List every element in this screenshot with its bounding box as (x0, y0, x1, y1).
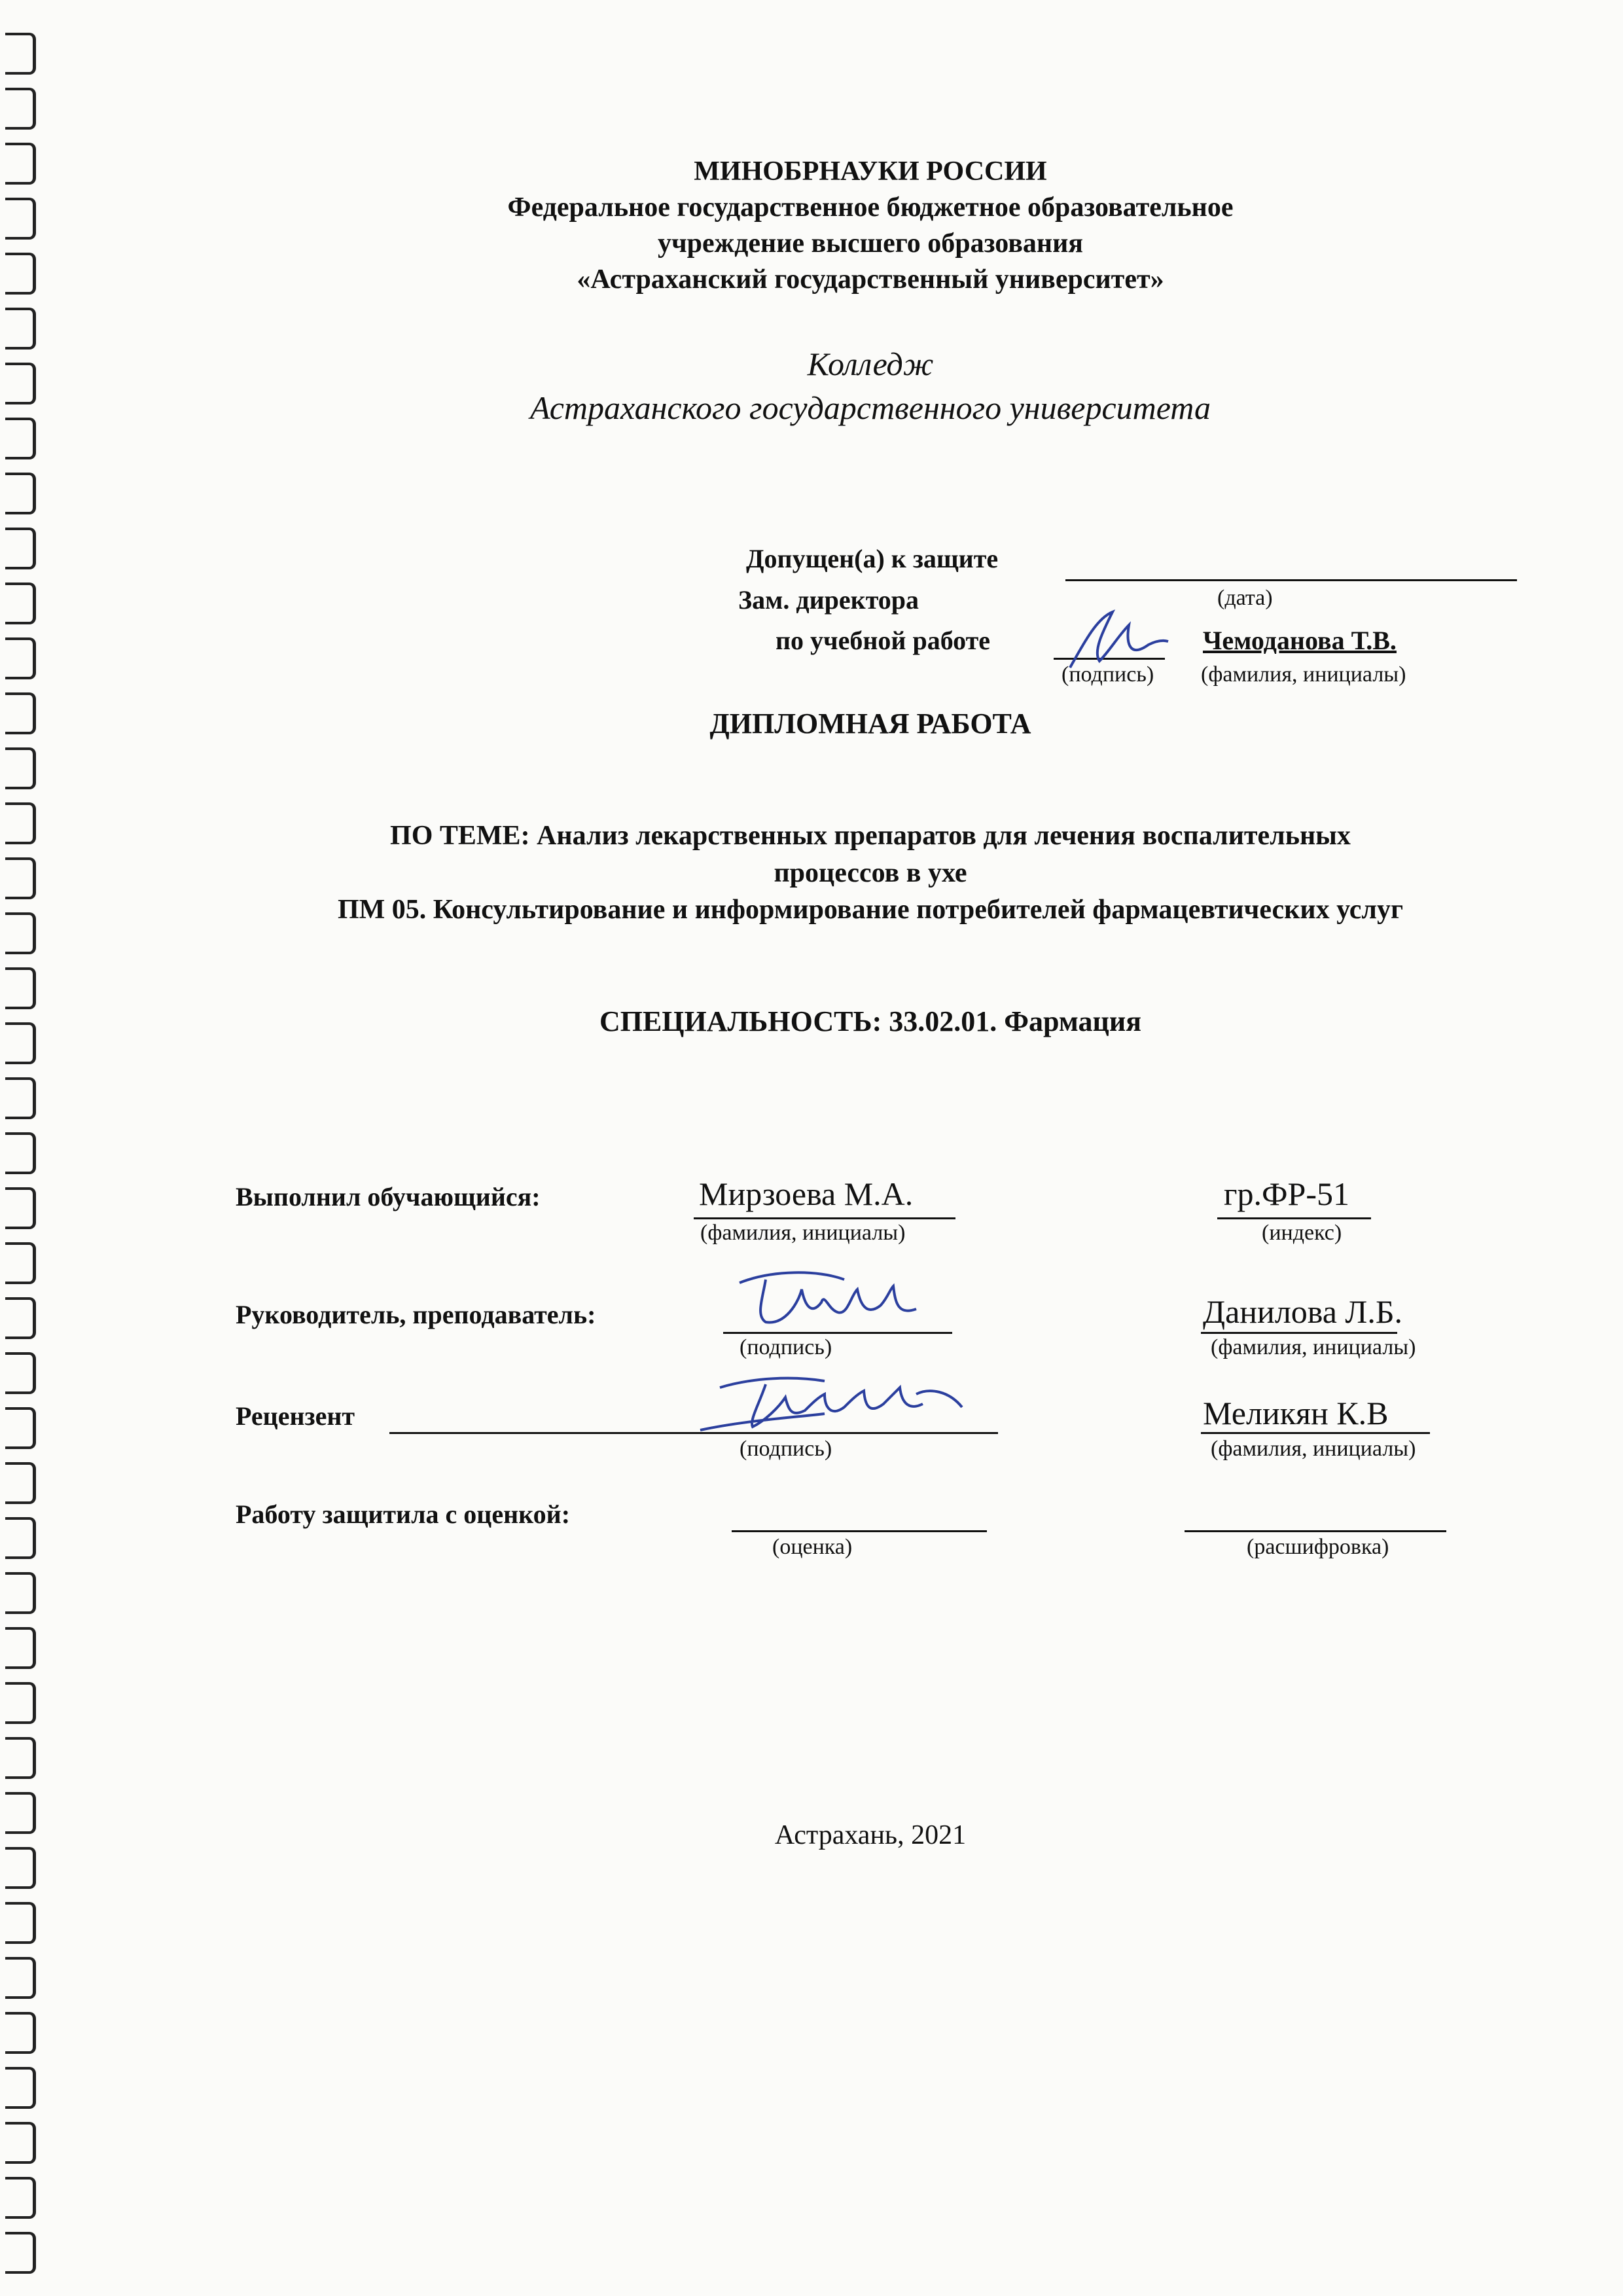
student-name-line (694, 1217, 955, 1219)
binding-ring (5, 1297, 36, 1339)
supervisor-name: Данилова Л.Б. (1203, 1293, 1403, 1330)
binding-ring (5, 1572, 36, 1614)
binding-ring (5, 473, 36, 514)
ministry-heading: МИНОБРНАУКИ РОССИИ (694, 156, 1047, 187)
reviewer-signature (694, 1368, 982, 1440)
college-line-2: Астраханского государственного университета (529, 389, 1211, 426)
binding-ring (5, 1517, 36, 1559)
binding-ring (5, 802, 36, 844)
binding-ring (5, 1957, 36, 1999)
binding-ring (5, 637, 36, 679)
binding-ring (5, 1737, 36, 1779)
binding-ring (5, 33, 36, 75)
deputy-label: Зам. директора (738, 585, 919, 615)
binding-ring (5, 2177, 36, 2219)
binding-ring (5, 363, 36, 404)
binding-ring (5, 308, 36, 350)
deputy-signature-caption: (подпись) (1061, 662, 1154, 687)
reviewer-name: Меликян К.В (1203, 1395, 1389, 1431)
date-line (1065, 579, 1517, 581)
student-name-caption: (фамилия, инициалы) (700, 1221, 906, 1245)
date-caption: (дата) (1217, 586, 1273, 610)
binding-ring (5, 88, 36, 130)
reviewer-name-caption: (фамилия, инициалы) (1211, 1437, 1416, 1461)
supervisor-signature (726, 1263, 936, 1335)
academic-work-label: по учебной работе (776, 626, 991, 655)
document-title: ДИПЛОМНАЯ РАБОТА (709, 708, 1031, 740)
binding-ring (5, 1462, 36, 1504)
admitted-label: Допущен(а) к защите (746, 544, 999, 573)
binding-ring (5, 2232, 36, 2274)
student-group-line (1217, 1217, 1371, 1219)
binding-ring (5, 2012, 36, 2054)
binding-ring (5, 1847, 36, 1889)
binding-ring (5, 857, 36, 899)
binding-ring (5, 1242, 36, 1284)
binding-ring (5, 1792, 36, 1834)
module-line: ПМ 05. Консультирование и информирование потребителей фармацевтических услуг (337, 895, 1404, 925)
student-name: Мирзоева М.А. (699, 1175, 914, 1212)
binding-ring (5, 2122, 36, 2164)
city-year: Астрахань, 2021 (774, 1820, 967, 1850)
institution-line-1: Федеральное государственное бюджетное образовательное (507, 192, 1234, 223)
binding-ring (5, 692, 36, 734)
deputy-name-caption: (фамилия, инициалы) (1201, 662, 1406, 687)
supervisor-signature-caption: (подпись) (740, 1335, 832, 1359)
university-name: «Астраханский государственный университет» (577, 264, 1164, 295)
deputy-name: Чемоданова Т.В. (1203, 626, 1397, 655)
binding-ring (5, 1352, 36, 1394)
binding-ring (5, 143, 36, 185)
college-line-1: Колледж (807, 346, 934, 382)
binding-ring (5, 1077, 36, 1119)
decode-caption: (расшифровка) (1247, 1535, 1389, 1559)
binding-ring (5, 912, 36, 954)
reviewer-signature-caption: (подпись) (740, 1437, 832, 1461)
topic-line-1: ПО ТЕМЕ: Анализ лекарственных препаратов для лечения воспалительных (390, 821, 1351, 851)
specialty-line: СПЕЦИАЛЬНОСТЬ: 33.02.01. Фармация (599, 1005, 1142, 1037)
institution-line-2: учреждение высшего образования (657, 228, 1084, 259)
student-group: гр.ФР-51 (1224, 1175, 1349, 1212)
binding-ring (5, 1187, 36, 1229)
binding-ring (5, 967, 36, 1009)
binding-ring (5, 2067, 36, 2109)
decode-line (1185, 1530, 1446, 1532)
binding-ring (5, 253, 36, 295)
binding-ring (5, 747, 36, 789)
binding-ring (5, 418, 36, 459)
topic-line-2: процессов в ухе (774, 858, 967, 888)
binding-ring (5, 1407, 36, 1449)
binding-ring (5, 1132, 36, 1174)
supervisor-name-caption: (фамилия, инициалы) (1211, 1335, 1416, 1359)
student-label: Выполнил обучающийся: (236, 1182, 541, 1211)
binding-ring (5, 1022, 36, 1064)
student-group-caption: (индекс) (1262, 1221, 1342, 1245)
reviewer-name-line (1201, 1432, 1430, 1434)
grade-line (732, 1530, 987, 1532)
binding-ring (5, 583, 36, 624)
binding-ring (5, 1627, 36, 1669)
grade-caption: (оценка) (772, 1535, 853, 1559)
spiral-binding (0, 0, 46, 2296)
supervisor-name-line (1201, 1332, 1397, 1334)
defense-label: Работу защитила с оценкой: (236, 1499, 571, 1529)
supervisor-label: Руководитель, преподаватель: (236, 1300, 596, 1329)
binding-ring (5, 1682, 36, 1724)
binding-ring (5, 528, 36, 569)
reviewer-label: Рецензент (236, 1401, 355, 1431)
binding-ring (5, 198, 36, 240)
binding-ring (5, 1902, 36, 1944)
